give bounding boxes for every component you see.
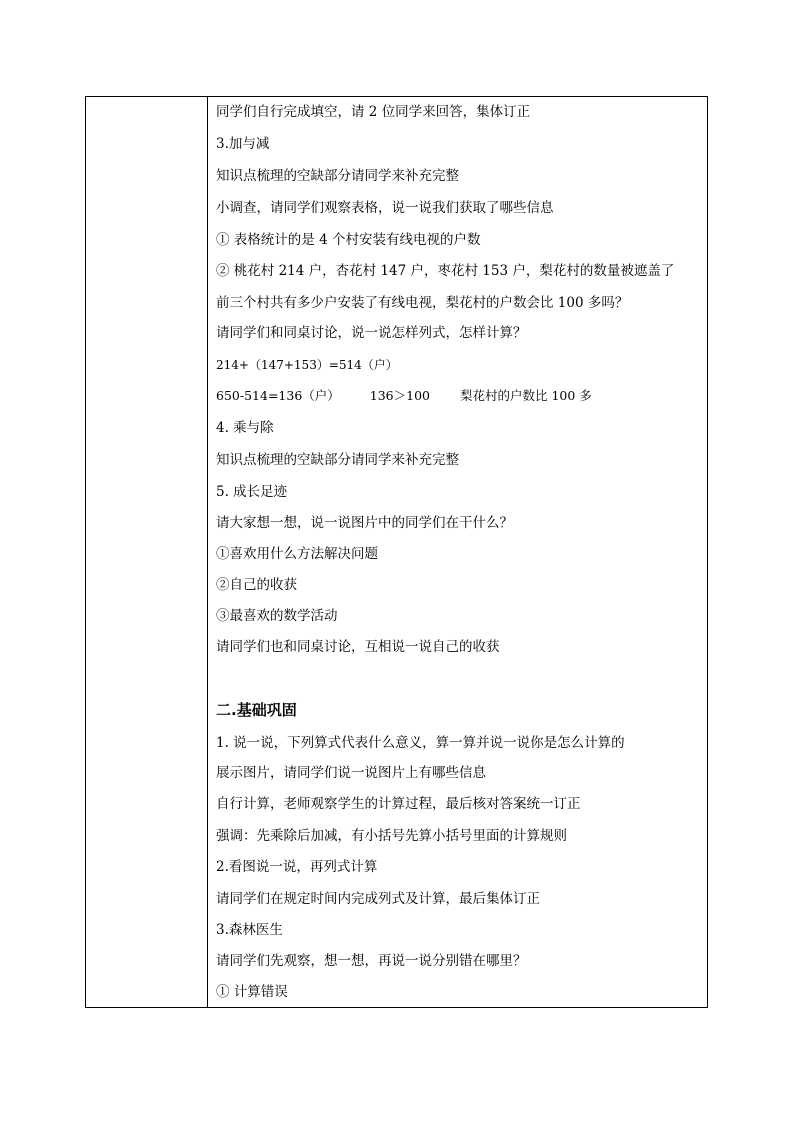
text-line: 前三个村共有多少户安装了有线电视，梨花村的户数会比 100 多吗？ [216,295,629,311]
text-line: ① 计算错误 [216,984,288,1000]
text-line: 展示图片，请同学们说一说图片上有哪些信息 [216,765,486,781]
text-line: 自行计算，老师观察学生的计算过程，最后核对答案统一订正 [216,796,581,812]
text-line: 请大家想一想，说一说图片中的同学们在干什么？ [216,515,513,531]
calc-part-1: 650-514=136（户） [216,388,340,403]
text-line: 请同学们在规定时间内完成列式及计算，最后集体订正 [216,891,540,907]
column-divider [207,97,208,1007]
text-line: ② 桃花村 214 户，杏花村 147 户，枣花村 153 户，梨花村的数量被遮盖了 [216,263,675,279]
text-line: 知识点梳理的空缺部分请同学来补充完整 [216,168,459,184]
text-line: 3.森林医生 [216,922,283,938]
calc-part-3: 梨花村的户数比 100 多 [460,388,592,403]
text-line: 请同学们也和同桌讨论，互相说一说自己的收获 [216,639,500,655]
text-line: 小调查，请同学们观察表格，说一说我们获取了哪些信息 [216,200,554,216]
calc-line [216,387,592,405]
section-heading: 二.基础巩固 [216,701,297,719]
text-line: 3.加与减 [216,136,270,152]
text-line: ③最喜欢的数学活动 [216,608,338,624]
text-line: ②自己的收获 [216,577,297,593]
text-line: 请同学们先观察，想一想，再说一说分别错在哪里？ [216,953,527,969]
text-line: 4. 乘与除 [216,420,274,436]
text-line: 请同学们和同桌讨论，说一说怎样列式，怎样计算？ [216,325,527,341]
lesson-table [85,96,708,1008]
text-line: ①喜欢用什么方法解决问题 [216,546,378,562]
text-line: ① 表格统计的是 4 个村安装有线电视的户数 [216,232,481,248]
text-line: 5. 成长足迹 [216,484,288,500]
text-line: 强调：先乘除后加减，有小括号先算小括号里面的计算规则 [216,828,567,844]
formula-line: 214+（147+153）=514（户） [216,358,398,372]
text-line: 知识点梳理的空缺部分请同学来补充完整 [216,452,459,468]
text-line: 2.看图说一说，再列式计算 [216,859,378,875]
calc-part-2: 136＞100 [369,388,430,403]
text-line: 同学们自行完成填空，请 2 位同学来回答，集体订正 [216,104,531,120]
text-line: 1. 说一说，下列算式代表什么意义，算一算并说一说你是怎么计算的 [216,735,625,751]
